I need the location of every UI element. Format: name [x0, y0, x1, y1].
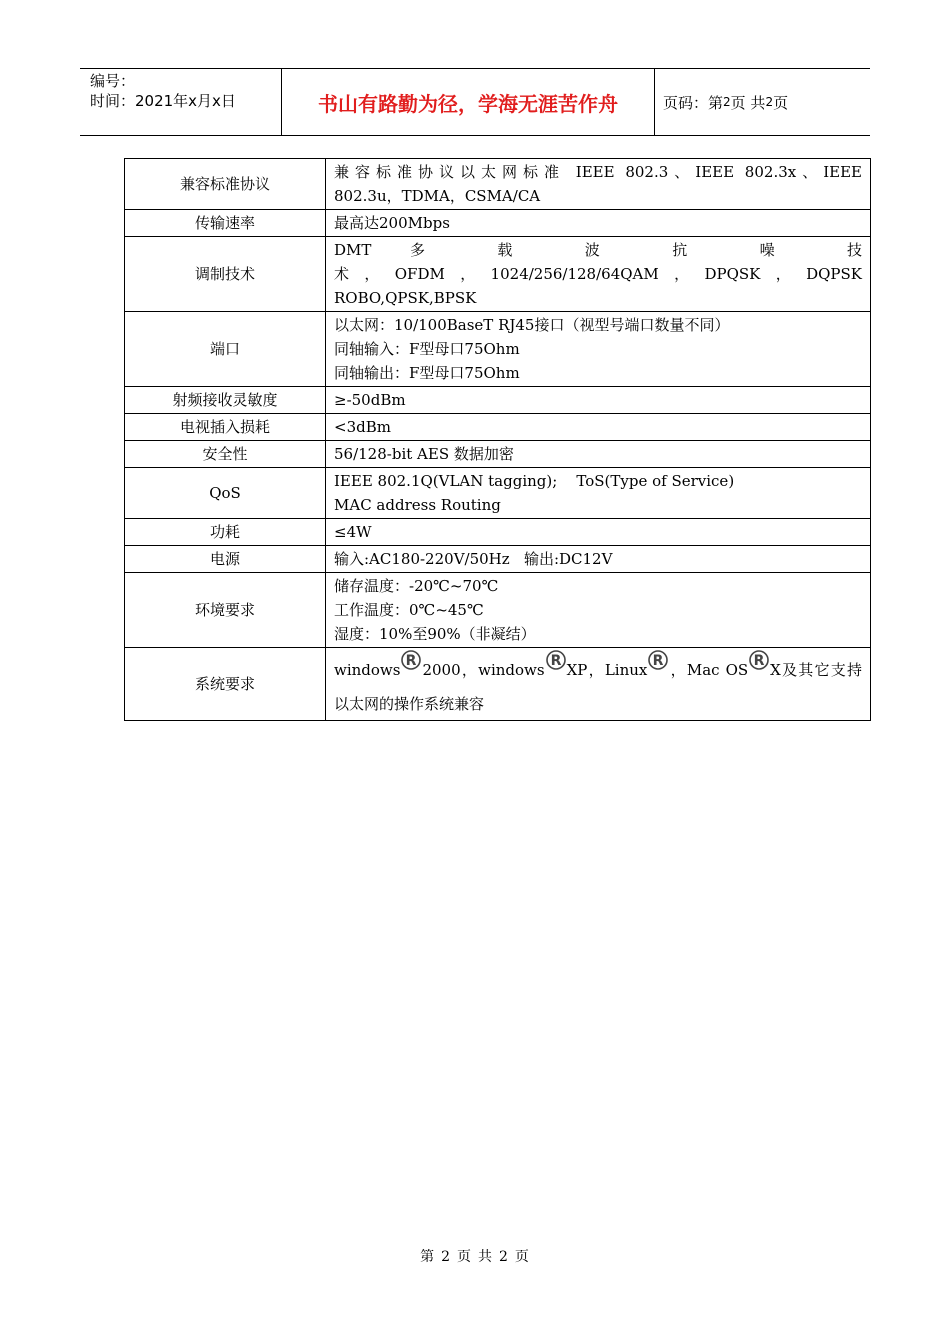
spec-table	[124, 158, 871, 721]
spec-value	[326, 237, 871, 312]
table-row	[125, 468, 871, 519]
page-current: 2	[723, 95, 731, 109]
table-row	[125, 159, 871, 210]
number-label: 编号：	[90, 72, 136, 90]
footer-total: 2	[499, 1249, 509, 1265]
table-row	[125, 312, 871, 387]
header-page-info	[655, 69, 870, 135]
svg-text:R: R	[550, 653, 561, 669]
footer-suffix: 页	[514, 1249, 530, 1265]
footer-prefix: 第	[420, 1249, 436, 1265]
spec-line: 兼容标准协议以太网标准 IEEE 802.3、IEEE 802.3x、IEEE	[334, 163, 862, 181]
spec-label: 传输速率	[125, 210, 326, 237]
footer-mid1: 页	[457, 1249, 472, 1265]
table-row	[125, 414, 871, 441]
spec-table-body	[125, 159, 871, 721]
spec-line: ROBO,QPSK,BPSK	[334, 289, 477, 307]
spec-label: 电视插入损耗	[125, 414, 326, 441]
page-mid: 页 共	[730, 93, 766, 112]
spec-value: 56/128-bit AES 数据加密	[326, 441, 871, 468]
spec-value	[326, 573, 871, 648]
svg-text:R: R	[406, 653, 417, 669]
spec-line: 工作温度：0℃~45℃	[334, 601, 484, 619]
table-row	[125, 546, 871, 573]
spec-value: ≥-50dBm	[326, 387, 871, 414]
table-row	[125, 648, 871, 721]
spec-line: DMT 多 载 波 抗 噪 技	[334, 241, 862, 259]
svg-text:R: R	[653, 653, 664, 669]
spec-line: 储存温度：-20℃~70℃	[334, 577, 499, 595]
registered-trademark-icon	[749, 653, 769, 676]
spec-line: 同轴输入：F型母口75Ohm	[334, 340, 520, 358]
spec-value	[326, 159, 871, 210]
spec-line: 以太网：10/100BaseT RJ45接口（视型号端口数量不同）	[334, 316, 730, 334]
registered-trademark-icon	[401, 653, 421, 676]
spec-value: <3dBm	[326, 414, 871, 441]
spec-label: 系统要求	[125, 648, 326, 721]
spec-label: 端口	[125, 312, 326, 387]
footer-current: 2	[441, 1249, 451, 1265]
spec-label: 安全性	[125, 441, 326, 468]
spec-label: 兼容标准协议	[125, 159, 326, 210]
spec-value	[326, 468, 871, 519]
spec-line: IEEE 802.1Q(VLAN tagging); ToS(Type of Service)	[334, 472, 735, 490]
footer-mid2: 共	[478, 1249, 493, 1265]
spec-label: 射频接收灵敏度	[125, 387, 326, 414]
svg-text:R: R	[753, 653, 765, 669]
spec-line: 术，OFDM，1024/256/128/64QAM，DPQSK，DQPSK	[334, 265, 862, 283]
page-footer	[0, 1246, 950, 1266]
os-text: windows	[334, 661, 401, 679]
page-prefix: 页码：第	[663, 93, 724, 112]
spec-line: 最高达200Mbps	[334, 214, 450, 232]
spec-value: ≤4W	[326, 519, 871, 546]
page-total: 2	[765, 95, 774, 109]
spec-line: 同轴输出：F型母口75Ohm	[334, 364, 520, 382]
registered-trademark-icon	[648, 653, 668, 676]
spec-value	[326, 210, 871, 237]
spec-label: 功耗	[125, 519, 326, 546]
registered-trademark-icon	[546, 653, 566, 676]
spec-value	[326, 648, 871, 721]
spec-line: 802.3u，TDMA，CSMA/CA	[334, 187, 541, 205]
os-text: XP，Linux	[566, 661, 648, 679]
table-row	[125, 519, 871, 546]
header-meta	[80, 69, 281, 135]
page-header	[80, 68, 870, 136]
os-text: X及其它支持	[770, 661, 863, 679]
spec-label: 电源	[125, 546, 326, 573]
spec-line: 湿度：10%至90%（非凝结）	[334, 625, 536, 643]
system-requirements-line	[334, 652, 862, 682]
spec-value	[326, 312, 871, 387]
spec-label: 环境要求	[125, 573, 326, 648]
spec-label: QoS	[125, 468, 326, 519]
os-text: 2000，windows	[422, 661, 545, 679]
page-suffix: 页	[773, 93, 789, 112]
spec-value: 输入:AC180-220V/50Hz 输出:DC12V	[326, 546, 871, 573]
system-requirements-line: 以太网的操作系统兼容	[334, 695, 485, 713]
table-row	[125, 237, 871, 312]
table-row	[125, 387, 871, 414]
os-text: ，Mac OS	[669, 661, 749, 679]
spec-label: 调制技术	[125, 237, 326, 312]
spec-line: MAC address Routing	[334, 496, 501, 514]
header-motto: 书山有路勤为径，学海无涯苦作舟	[281, 69, 655, 135]
time-label: 时间：2021年x月x日	[90, 92, 236, 110]
table-row	[125, 573, 871, 648]
table-row	[125, 441, 871, 468]
table-row	[125, 210, 871, 237]
